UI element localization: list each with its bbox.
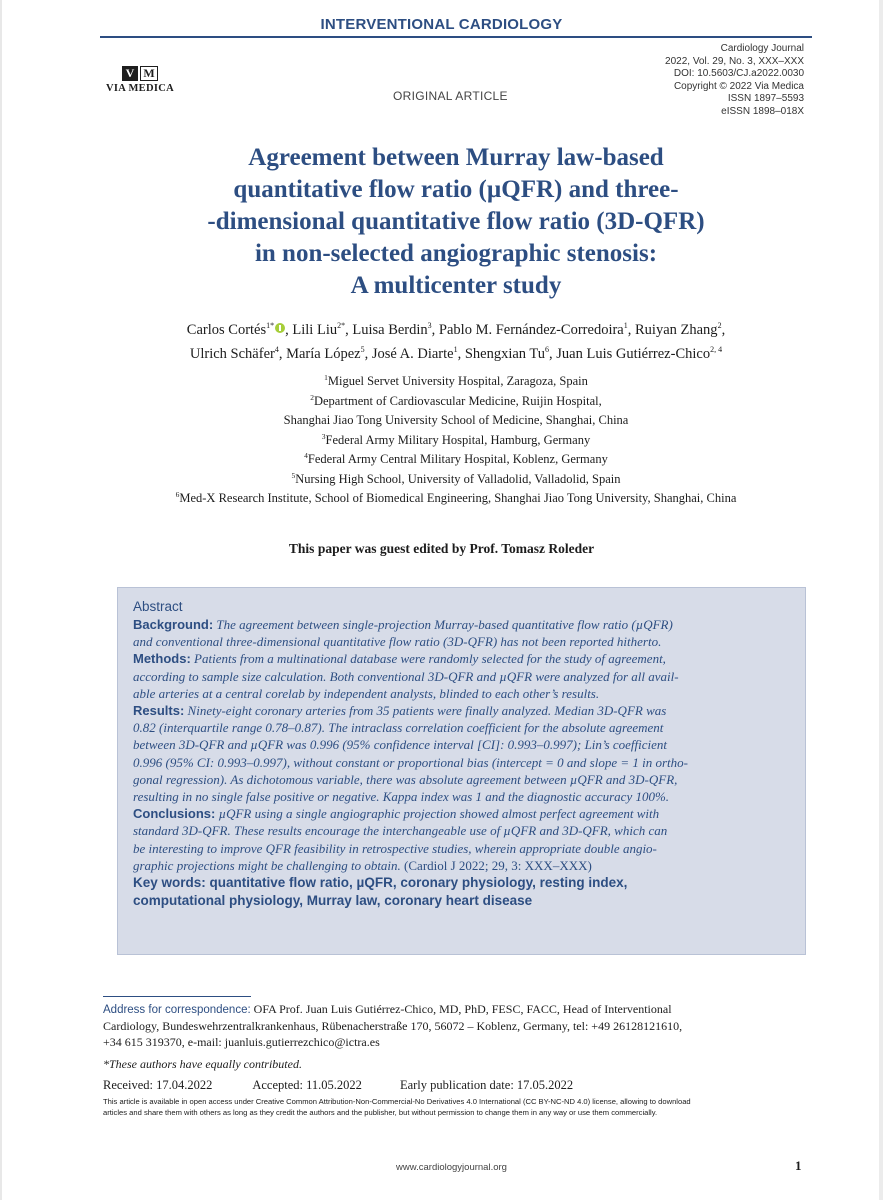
affiliation xyxy=(100,411,812,431)
affiliation-list xyxy=(100,372,812,509)
author-name: José A. Diarte xyxy=(371,346,454,362)
publication-dates xyxy=(103,1078,803,1093)
methods-label: Methods: xyxy=(133,651,191,667)
page-edge-right xyxy=(879,0,883,1200)
author-sup: 4 xyxy=(274,345,279,355)
affiliation xyxy=(100,470,812,490)
author-name: Pablo M. Fernández-Corredoira xyxy=(438,322,624,338)
banner-rule xyxy=(100,36,812,38)
background-text: and conventional three-dimensional quantitative flow ratio (3D-QFR) has not been reported hitherto. xyxy=(133,634,662,650)
author-sup: 2 xyxy=(717,321,722,331)
title-line: -dimensional quantitative flow ratio (3D-QFR) xyxy=(207,208,705,235)
meta-issn: ISSN 1897–5593 xyxy=(727,93,804,105)
author-sup: 6 xyxy=(545,345,550,355)
abstract-line xyxy=(133,702,793,719)
abstract-line xyxy=(133,719,793,736)
abstract-heading: Abstract xyxy=(133,599,183,614)
title-line: A multicenter study xyxy=(350,272,562,299)
background-text: The agreement between single-projection Murray-based quantitative flow ratio (µQFR) xyxy=(216,617,673,632)
journal-meta xyxy=(665,43,804,119)
footer-url[interactable]: www.cardiologyjournal.org xyxy=(396,1162,507,1173)
correspondence-line: Cardiology, Bundeswehrzentralkrankenhaus, Rübenacherstraße 170, 56072 – Koblenz, Germany, tel: +49 26128121610, xyxy=(103,1019,683,1033)
affiliation-text: Federal Army Military Hospital, Hamburg, Germany xyxy=(325,432,591,447)
author-sup: 1 xyxy=(453,345,458,355)
meta-journal: Cardiology Journal xyxy=(720,43,804,54)
keywords-line xyxy=(133,892,793,910)
correspondence-rule xyxy=(103,996,251,997)
results-text: 0.996 (95% CI: 0.993–0.997), without constant or proportional bias (intercept = 0 and slope = 1 in ortho- xyxy=(133,754,688,770)
abstract-content xyxy=(133,598,793,910)
affiliation-sup: 3 xyxy=(321,431,326,441)
results-text: between 3D-QFR and µQFR was 0.996 (95% confidence interval [CI]: 0.993–0.997); Lin’s coefficient xyxy=(133,737,668,753)
results-text: Ninety-eight coronary arteries from 35 patients were finally analyzed. Median 3D-QFR was xyxy=(187,703,667,719)
affiliation-text: Federal Army Central Military Hospital, Koblenz, Germany xyxy=(307,452,608,466)
correspondence-email[interactable]: +34 615 319370, e-mail: juanluis.gutierrezchico@ictra.es xyxy=(103,1035,380,1049)
affiliation xyxy=(100,392,812,412)
meta-copyright: Copyright © 2022 Via Medica xyxy=(673,80,804,92)
conclusions-text: standard 3D-QFR. These results encourage the interchangeable use of µQFR and 3D-QFR, which can xyxy=(133,823,668,839)
abstract-line xyxy=(133,616,793,633)
affiliation-text: Department of Cardiovascular Medicine, Ruijin Hospital, xyxy=(313,393,602,408)
author-name: Ulrich Schäfer xyxy=(189,346,275,362)
affiliation-text: Med-X Research Institute, School of Biomedical Engineering, Shanghai Jiao Tong University, Shanghai, China xyxy=(179,491,737,505)
author-sup: 2, 4 xyxy=(710,345,723,355)
logo-text: VIA MEDICA xyxy=(105,83,175,94)
page-edge xyxy=(0,0,2,1200)
logo-mark xyxy=(122,66,158,81)
early-publication-date: Early publication date: 17.05.2022 xyxy=(399,1078,574,1092)
affiliation-sup: 1 xyxy=(324,372,328,382)
conclusions-text: µQFR using a single angiographic projection showed almost perfect agreement with xyxy=(218,806,660,822)
affiliation-sup: 5 xyxy=(291,470,296,480)
abstract-box xyxy=(117,587,806,955)
author-sup: 3 xyxy=(427,321,432,331)
abstract-line xyxy=(133,633,793,650)
conclusions-label: Conclusions: xyxy=(133,806,216,822)
meta-eissn: eISSN 1898–018X xyxy=(721,105,804,117)
affiliation xyxy=(100,489,812,509)
correspondence xyxy=(103,1001,803,1050)
abstract-line xyxy=(133,650,793,667)
author-name: Juan Luis Gutiérrez-Chico xyxy=(556,346,711,362)
guest-editor-note: This paper was guest edited by Prof. Tomasz Roleder xyxy=(288,541,595,556)
author-line-1: Carlos Cortés$^{1*}$ , Lili Liu$^{2*}$, Luisa Berdin$^3$, Pablo M. Fernández-Corredoira$^1$, Ruiyan Zhang$^2$, xyxy=(186,321,726,338)
abstract-line xyxy=(133,788,793,805)
background-label: Background: xyxy=(133,617,214,632)
section-banner: INTERVENTIONAL CARDIOLOGY xyxy=(320,16,563,33)
results-label: Results: xyxy=(133,703,185,719)
author-sup: 1 xyxy=(623,321,628,331)
author-name: Luisa Berdin xyxy=(352,322,428,338)
keywords-line xyxy=(133,874,793,892)
author-sup: 2* xyxy=(337,321,346,331)
affiliation xyxy=(100,372,812,392)
logo-mark-right: M xyxy=(140,66,158,81)
correspondence-line xyxy=(103,1001,803,1018)
via-medica-logo xyxy=(100,64,180,94)
affiliation-sup: 2 xyxy=(310,392,314,402)
affiliation xyxy=(100,450,812,470)
methods-text: able arteries at a central corelab by independent analysts, blinded to each other’s results. xyxy=(133,685,600,701)
meta-doi[interactable]: DOI: 10.5603/CJ.a2022.0030 xyxy=(673,68,804,80)
abstract-line xyxy=(133,805,793,822)
keywords-text: computational physiology, Murray law, coronary heart disease xyxy=(133,893,533,909)
license-line: articles and share them with others as long as they credit the authors and the publisher, but without permission to change them in any way or use them commercially. xyxy=(103,1108,658,1117)
keywords-text: quantitative flow ratio, µQFR, coronary physiology, resting index, xyxy=(209,875,628,891)
abstract-line xyxy=(133,857,793,874)
abstract-line xyxy=(133,771,793,788)
abstract-citation: (Cardiol J 2022; 29, 3: XXX–XXX) xyxy=(404,857,592,873)
equal-contribution-note: *These authors have equally contributed. xyxy=(103,1057,302,1071)
results-text: resulting in no single false positive or negative. Kappa index was 1 and the diagnostic accuracy 100%. xyxy=(133,789,670,805)
conclusions-text: be interesting to improve QFR feasibility in retrospective studies, wherein appropriate double angio- xyxy=(133,840,657,856)
abstract-line xyxy=(133,754,793,771)
abstract-line xyxy=(133,685,793,702)
article-type: ORIGINAL ARTICLE xyxy=(393,89,508,103)
author-sup: 5 xyxy=(360,345,365,355)
author-list xyxy=(100,318,812,366)
results-text: 0.82 (interquartile range 0.78–0.87). The intraclass correlation coefficient for the absolute agreement xyxy=(133,720,664,736)
page-number: 1 xyxy=(795,1158,802,1173)
abstract-line xyxy=(133,736,793,753)
methods-text: according to sample size calculation. Both conventional 3D-QFR and µQFR were analyzed for all avail- xyxy=(133,668,679,684)
author-line-2: Ulrich Schäfer$^4$, María López$^5$, José A. Diarte$^1$, Shengxian Tu$^6$, Juan Luis Gutiérrez-Chico$^{2, 4}$ xyxy=(189,345,723,362)
affiliation-text: Shanghai Jiao Tong University School of Medicine, Shanghai, China xyxy=(283,413,629,427)
affiliation-sup: 4 xyxy=(304,450,308,460)
title-line: in non-selected angiographic stenosis: xyxy=(254,240,658,267)
author-sup: 1* xyxy=(266,321,275,331)
logo-mark-left: V xyxy=(122,66,138,81)
author-name: Shengxian Tu xyxy=(464,346,546,362)
accepted-date: Accepted: 11.05.2022 xyxy=(252,1078,362,1092)
affiliation xyxy=(100,431,812,451)
title-line: Agreement between Murray law-based xyxy=(248,144,664,171)
abstract-line xyxy=(133,668,793,685)
affiliation-sup: 6 xyxy=(175,489,180,499)
author-name: Ruiyan Zhang xyxy=(635,322,718,338)
article-title xyxy=(100,142,812,302)
license-line: This article is available in open access under Creative Common Attribution-Non-Commercial-No Derivatives 4.0 International (CC BY-NC-ND 4.0) license, allowing to download xyxy=(103,1097,691,1106)
author-name: María López xyxy=(286,346,361,362)
title-line: quantitative flow ratio (µQFR) and three- xyxy=(233,176,679,203)
affiliation-text: Nursing High School, University of Valladolid, Valladolid, Spain xyxy=(295,471,621,486)
correspondence-text: OFA Prof. Juan Luis Gutiérrez-Chico, MD, PhD, FESC, FACC, Head of Interventional xyxy=(253,1002,672,1016)
received-date: Received: 17.04.2022 xyxy=(103,1078,213,1092)
affiliation-text: Miguel Servet University Hospital, Zaragoza, Spain xyxy=(327,374,588,388)
results-text: gonal regression). As dichotomous variable, there was absolute agreement between µQFR and 3D-QFR, xyxy=(133,771,678,787)
correspondence-label: Address for correspondence: xyxy=(103,1004,251,1016)
license-note xyxy=(103,1096,803,1118)
meta-volume: 2022, Vol. 29, No. 3, XXX–XXX xyxy=(665,55,804,67)
orcid-icon[interactable] xyxy=(275,323,285,333)
methods-text: Patients from a multinational database were randomly selected for the study of agreement, xyxy=(194,651,666,667)
author-name: Carlos Cortés xyxy=(186,322,267,338)
keywords-label: Key words: xyxy=(133,875,206,891)
conclusions-text: graphic projections might be challenging to obtain. xyxy=(133,857,401,873)
abstract-line xyxy=(133,822,793,839)
abstract-line xyxy=(133,840,793,857)
author-name: Lili Liu xyxy=(292,322,338,338)
